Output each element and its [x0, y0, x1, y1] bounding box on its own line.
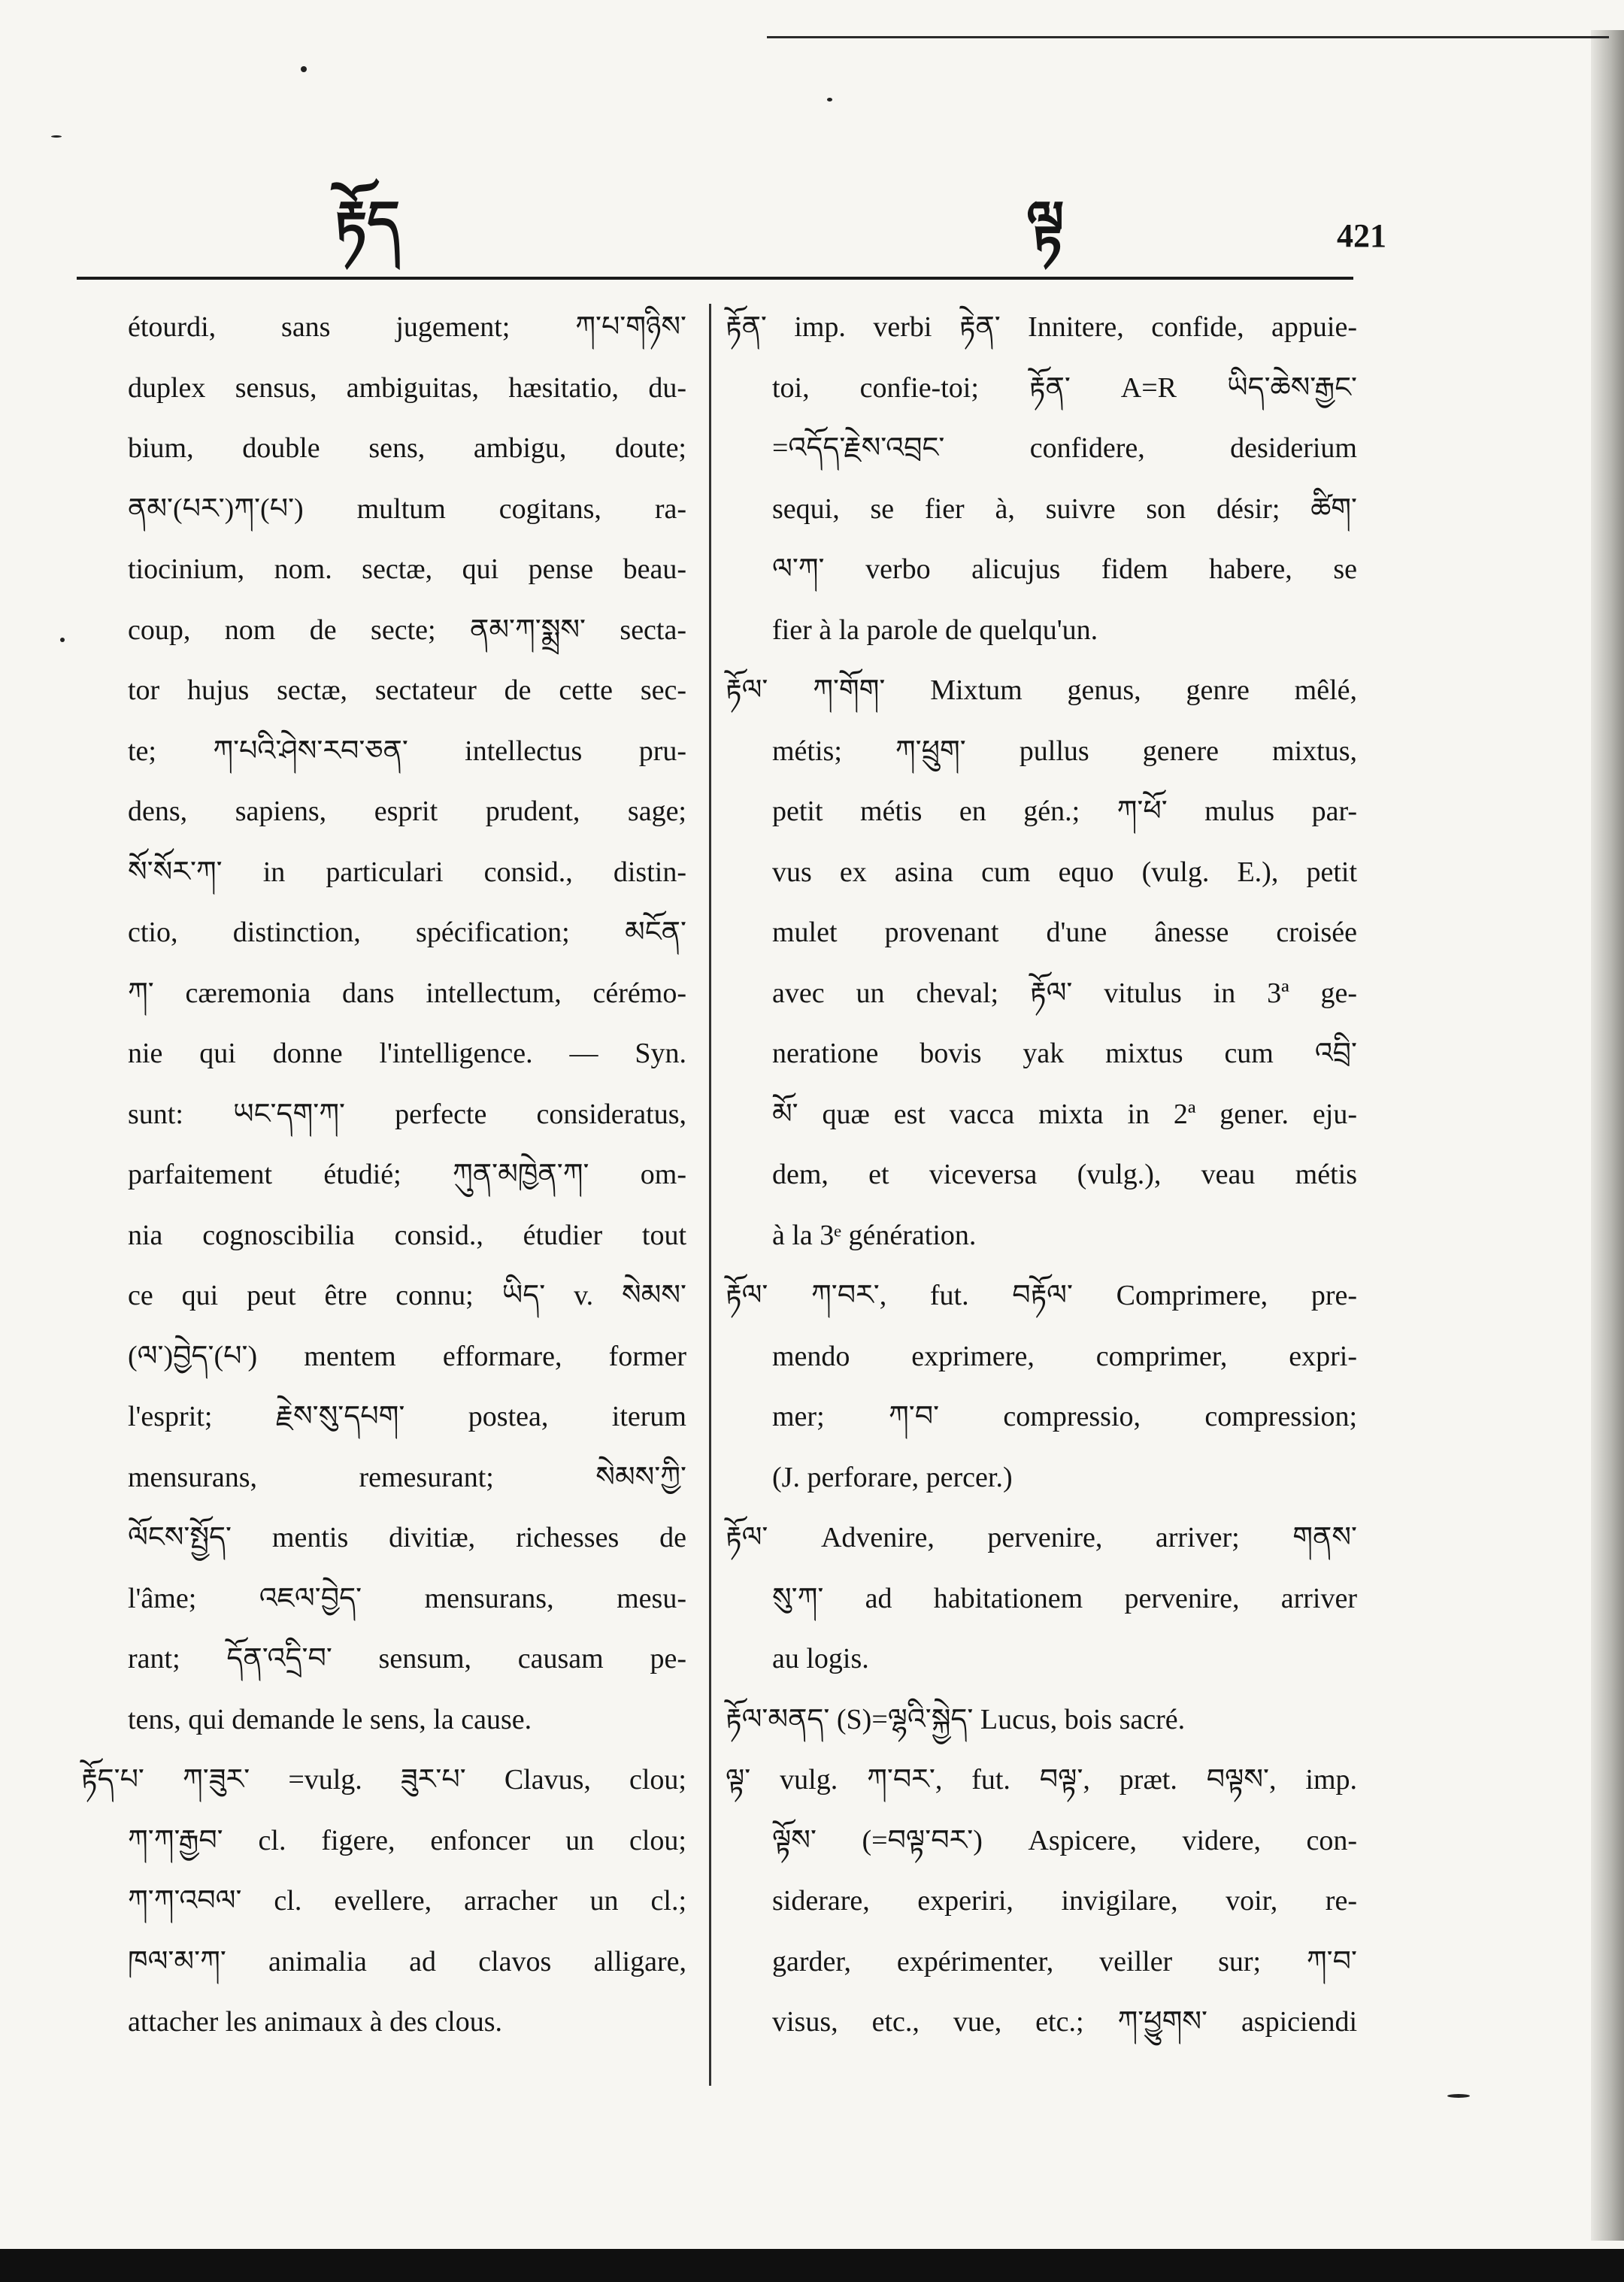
dictionary-line: =འདོད་རྗེས་འབྲང་ confidere, desiderium: [772, 432, 1357, 464]
dictionary-line: te; ཀ་པའི་ཤེས་རབ་ཅན་ intellectus pru-: [128, 735, 686, 767]
speck: [827, 98, 832, 102]
dictionary-line: nia cognoscibilia consid., étudier tout: [128, 1219, 686, 1251]
dictionary-line: duplex sensus, ambiguitas, hæsitatio, du-: [128, 371, 686, 404]
dictionary-line: bium, double sens, ambigu, doute;: [128, 432, 686, 464]
left-column: [81, 297, 686, 2053]
dictionary-line: (J. perforare, percer.): [772, 1461, 1013, 1493]
dictionary-line: ཁལ་མ་ཀ་ animalia ad clavos alligare,: [128, 1945, 686, 1977]
dictionary-line: sunt: ཡང་དག་ཀ་ perfecte consideratus,: [128, 1098, 686, 1130]
dictionary-line: ཀ་ cæremonia dans intellectum, cérémo-: [128, 977, 686, 1009]
dictionary-line: mulet provenant d'une ânesse croisée: [772, 917, 1357, 948]
dictionary-line: l'esprit; རྗེས་སུ་དཔག་ postea, iterum: [128, 1401, 686, 1432]
dictionary-line: tiocinium, nom. sectæ, qui pense beau-: [128, 553, 686, 585]
column-divider: [709, 304, 711, 2086]
dictionary-line: རྟོལ་ ཀ་བར་, fut. བརྟོལ་ Comprimere, pre-: [726, 1280, 1357, 1311]
dictionary-line: ལྟོས་ (=བལྟ་བར་) Aspicere, videre, con-: [772, 1824, 1357, 1856]
dictionary-line: mer; ཀ་བ་ compressio, compression;: [772, 1401, 1357, 1432]
dictionary-line: mendo exprimere, comprimer, expri-: [772, 1340, 1357, 1372]
dictionary-line: tor hujus sectæ, sectateur de cette sec-: [128, 674, 686, 706]
dictionary-line: mensurans, remesurant; སེམས་ཀྱི་: [128, 1461, 686, 1493]
dictionary-line: རྟོལ་ Advenire, pervenire, arriver; གནས་: [726, 1522, 1357, 1553]
right-column: [726, 297, 1357, 2053]
dictionary-line: མོ་ quæ est vacca mixta in 2ª gener. eju-: [772, 1098, 1357, 1130]
dictionary-line: སུ་ཀ་ ad habitationem pervenire, arriver: [772, 1582, 1357, 1614]
dictionary-line: ལོངས་སྤྱོད་ mentis divitiæ, richesses de: [128, 1522, 686, 1553]
scan-top-border: [767, 36, 1609, 38]
dictionary-line: ctio, distinction, spécification; མངོན་: [128, 917, 686, 948]
dictionary-line: visus, etc., vue, etc.; ཀ་ཕྱུགས་ aspiciendi: [772, 2006, 1357, 2038]
dictionary-line: métis; ཀ་ཕྲུག་ pullus genere mixtus,: [772, 735, 1357, 767]
dictionary-line: l'âme; འཇལ་བྱེད་ mensurans, mesu-: [128, 1582, 686, 1614]
dictionary-line: རྟོལ་ ཀ་གོག་ Mixtum genus, genre mêlé,: [726, 674, 1357, 706]
scan-bottom-border: [0, 2249, 1624, 2282]
dictionary-line: tens, qui demande le sens, la cause.: [128, 1703, 532, 1735]
dictionary-line: vus ex asina cum equo (vulg. E.), petit: [772, 856, 1357, 888]
dictionary-line: dem, et viceversa (vulg.), veau métis: [772, 1159, 1357, 1190]
dictionary-line: petit métis en gén.; ཀ་ཕོ་ mulus par-: [772, 796, 1357, 827]
running-head-center: ལྟ: [1026, 188, 1065, 255]
dictionary-line: (ལ་)བྱེད་(པ་) mentem efformare, former: [128, 1340, 686, 1372]
dictionary-line: ནམ་(པར་)ཀ་(པ་) multum cogitans, ra-: [128, 492, 686, 525]
dictionary-line: rant; དོན་འདྲི་བ་ sensum, causam pe-: [128, 1643, 686, 1674]
dictionary-line: parfaitement étudié; ཀུན་མཁྱེན་ཀ་ om-: [128, 1159, 686, 1190]
dictionary-line: སོ་སོར་ཀ་ in particulari consid., distin-: [128, 856, 686, 888]
dictionary-line: siderare, experiri, invigilare, voir, re-: [772, 1885, 1357, 1917]
dictionary-line: dens, sapiens, esprit prudent, sage;: [128, 796, 686, 827]
dictionary-line: fier à la parole de quelqu'un.: [772, 614, 1098, 646]
dictionary-line: ལ་ཀ་ verbo alicujus fidem habere, se: [772, 553, 1357, 585]
dictionary-line: neratione bovis yak mixtus cum འབྲི་: [772, 1038, 1357, 1069]
speck: [1447, 2094, 1470, 2098]
dictionary-line: coup, nom de secte; ནམ་ཀ་སྨྲས་ secta-: [128, 614, 686, 646]
dictionary-line: ཀ་ཀ་འབལ་ cl. evellere, arracher un cl.;: [128, 1885, 686, 1917]
dictionary-line: རྟོད་པ་ ཀ་ཟུར་ =vulg. ཟུར་པ་ Clavus, clou;: [81, 1764, 686, 1796]
dictionary-line: ལྟ་ vulg. ཀ་བར་, fut. བལྟ་, præt. བལྟས་, imp.: [726, 1764, 1357, 1796]
dictionary-line: ཀ་ཀ་རྒྱབ་ cl. figere, enfoncer un clou;: [128, 1824, 686, 1856]
dictionary-line: ce qui peut être connu; ཡིད་ v. སེམས་: [128, 1280, 686, 1311]
speck: [60, 638, 65, 642]
scan-edge-shadow: [1591, 30, 1624, 2241]
dictionary-line: attacher les animaux à des clous.: [128, 2006, 503, 2038]
dictionary-line: à la 3ᵉ génération.: [772, 1219, 977, 1251]
dictionary-line: རྟོལ་མནད་ (S)=ལྷའི་སྐྱེད་ Lucus, bois sacré.: [726, 1703, 1186, 1735]
speck: [51, 135, 62, 138]
dictionary-line: རྟོན་ imp. verbi རྟེན་ Innitere, confide, appuie-: [726, 311, 1357, 343]
dictionary-line: nie qui donne l'intelligence. — Syn.: [128, 1038, 686, 1069]
speck: [301, 66, 307, 72]
dictionary-line: garder, expérimenter, veiller sur; ཀ་བ་: [772, 1945, 1357, 1977]
dictionary-line: toi, confie-toi; རྟོན་ A=R ཡིད་ཆེས་རྒྱང་: [772, 371, 1357, 404]
dictionary-line: avec un cheval; རྟོལ་ vitulus in 3ª ge-: [772, 977, 1357, 1009]
header-rule: [77, 277, 1353, 280]
dictionary-line: étourdi, sans jugement; ཀ་པ་གཉིས་: [128, 311, 686, 343]
page-number: 421: [1337, 217, 1386, 254]
dictionary-line: au logis.: [772, 1643, 869, 1674]
dictionary-line: sequi, se fier à, suivre son désir; ཚིག་: [772, 492, 1357, 525]
running-head-left: རྟོད: [335, 188, 401, 255]
